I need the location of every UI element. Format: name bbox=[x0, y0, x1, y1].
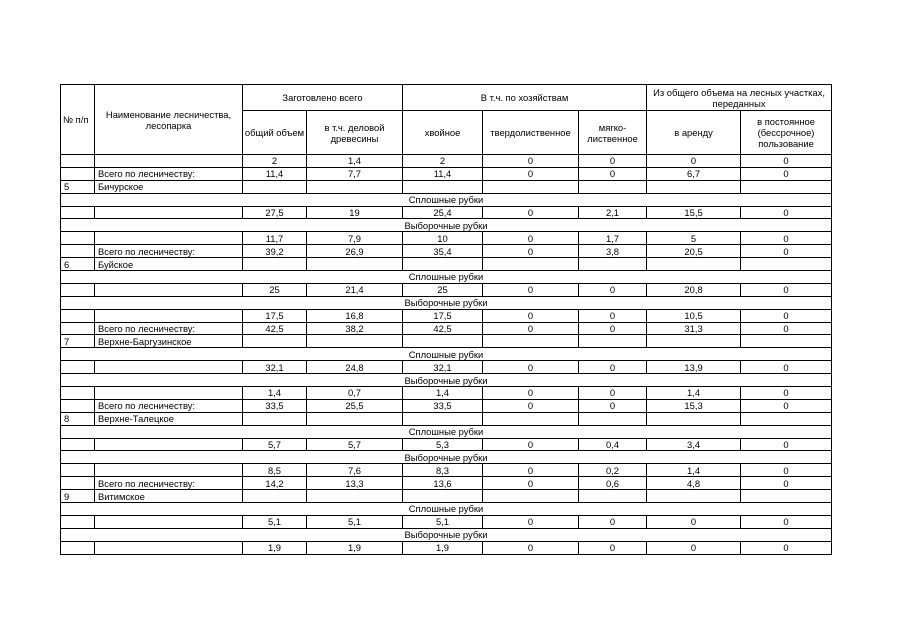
coniferous-cell: 10 bbox=[403, 232, 483, 245]
business-wood-cell: 38,2 bbox=[307, 322, 403, 335]
header-lease: в аренду bbox=[647, 111, 741, 155]
row-label bbox=[95, 438, 243, 451]
empty-cell bbox=[403, 180, 483, 193]
forestry-row bbox=[61, 490, 832, 503]
empty-cell bbox=[741, 258, 832, 271]
forestry-row bbox=[61, 258, 832, 271]
empty-cell bbox=[741, 180, 832, 193]
header-business-wood: в т.ч. деловой древесины bbox=[307, 111, 403, 155]
empty-cell bbox=[307, 335, 403, 348]
empty-cell bbox=[647, 490, 741, 503]
permanent-cell: 0 bbox=[741, 309, 832, 322]
table-row bbox=[61, 245, 832, 258]
total-volume-cell: 1,4 bbox=[243, 387, 307, 400]
coniferous-cell: 5,3 bbox=[403, 438, 483, 451]
lease-cell: 10,5 bbox=[647, 309, 741, 322]
row-num bbox=[61, 515, 95, 528]
total-volume-cell: 5,1 bbox=[243, 515, 307, 528]
hardwood-cell: 0 bbox=[483, 477, 579, 490]
empty-cell bbox=[403, 412, 483, 425]
table-row bbox=[61, 438, 832, 451]
hardwood-cell: 0 bbox=[483, 206, 579, 219]
header-softwood: мягко-лиственное bbox=[579, 111, 647, 155]
hardwood-cell: 0 bbox=[483, 232, 579, 245]
permanent-cell: 0 bbox=[741, 232, 832, 245]
coniferous-cell: 35,4 bbox=[403, 245, 483, 258]
row-num bbox=[61, 387, 95, 400]
total-volume-cell: 39,2 bbox=[243, 245, 307, 258]
table-row bbox=[61, 399, 832, 412]
row-label: Всего по лесничеству: bbox=[95, 167, 243, 180]
header-permanent: в постоянное (бессрочное) пользование bbox=[741, 111, 832, 155]
forestry-name: Бичурское bbox=[95, 180, 243, 193]
hardwood-cell: 0 bbox=[483, 438, 579, 451]
empty-cell bbox=[741, 490, 832, 503]
coniferous-cell: 1,9 bbox=[403, 541, 483, 554]
section-row bbox=[61, 374, 832, 387]
empty-cell bbox=[243, 490, 307, 503]
empty-cell bbox=[579, 335, 647, 348]
section-row bbox=[61, 528, 832, 541]
empty-cell bbox=[243, 258, 307, 271]
softwood-cell: 0 bbox=[579, 399, 647, 412]
coniferous-cell: 5,1 bbox=[403, 515, 483, 528]
table-body bbox=[61, 155, 832, 555]
total-volume-cell: 1,9 bbox=[243, 541, 307, 554]
lease-cell: 13,9 bbox=[647, 361, 741, 374]
business-wood-cell: 5,1 bbox=[307, 515, 403, 528]
empty-cell bbox=[243, 412, 307, 425]
forestry-name: Буйское bbox=[95, 258, 243, 271]
section-label: Выборочные рубки bbox=[61, 296, 832, 309]
forestry-name: Витимское bbox=[95, 490, 243, 503]
row-label bbox=[95, 541, 243, 554]
business-wood-cell: 1,4 bbox=[307, 155, 403, 168]
table-row bbox=[61, 155, 832, 168]
softwood-cell: 3,8 bbox=[579, 245, 647, 258]
softwood-cell: 1,7 bbox=[579, 232, 647, 245]
header-total-volume: общий объем bbox=[243, 111, 307, 155]
forestry-name: Верхне-Талецкое bbox=[95, 412, 243, 425]
softwood-cell: 0 bbox=[579, 167, 647, 180]
hardwood-cell: 0 bbox=[483, 541, 579, 554]
empty-cell bbox=[483, 335, 579, 348]
business-wood-cell: 21,4 bbox=[307, 283, 403, 296]
row-num bbox=[61, 541, 95, 554]
empty-cell bbox=[483, 258, 579, 271]
empty-cell bbox=[741, 412, 832, 425]
softwood-cell: 0 bbox=[579, 155, 647, 168]
permanent-cell: 0 bbox=[741, 464, 832, 477]
header-by-farms: В т.ч. по хозяйствам bbox=[403, 85, 647, 111]
section-row bbox=[61, 271, 832, 284]
business-wood-cell: 7,9 bbox=[307, 232, 403, 245]
table-row bbox=[61, 541, 832, 554]
table-row bbox=[61, 232, 832, 245]
row-label bbox=[95, 464, 243, 477]
row-label: Всего по лесничеству: bbox=[95, 399, 243, 412]
forestry-name: Верхне-Баргузинское bbox=[95, 335, 243, 348]
hardwood-cell: 0 bbox=[483, 283, 579, 296]
table-row bbox=[61, 464, 832, 477]
row-num bbox=[61, 283, 95, 296]
empty-cell bbox=[403, 258, 483, 271]
permanent-cell: 0 bbox=[741, 206, 832, 219]
softwood-cell: 0 bbox=[579, 283, 647, 296]
business-wood-cell: 13,3 bbox=[307, 477, 403, 490]
permanent-cell: 0 bbox=[741, 361, 832, 374]
header-name: Наименование лесничества, лесопарка bbox=[95, 85, 243, 155]
header-hardwood: твердолиственное bbox=[483, 111, 579, 155]
section-row bbox=[61, 193, 832, 206]
forestry-number: 7 bbox=[61, 335, 95, 348]
empty-cell bbox=[579, 490, 647, 503]
permanent-cell: 0 bbox=[741, 245, 832, 258]
row-label bbox=[95, 361, 243, 374]
hardwood-cell: 0 bbox=[483, 515, 579, 528]
row-num bbox=[61, 309, 95, 322]
business-wood-cell: 24,8 bbox=[307, 361, 403, 374]
business-wood-cell: 19 bbox=[307, 206, 403, 219]
row-num bbox=[61, 232, 95, 245]
empty-cell bbox=[307, 490, 403, 503]
lease-cell: 0 bbox=[647, 155, 741, 168]
hardwood-cell: 0 bbox=[483, 155, 579, 168]
permanent-cell: 0 bbox=[741, 155, 832, 168]
row-label bbox=[95, 232, 243, 245]
forestry-row bbox=[61, 335, 832, 348]
business-wood-cell: 26,9 bbox=[307, 245, 403, 258]
header-transferred: Из общего объема на лесных участках, переданных bbox=[647, 85, 832, 111]
hardwood-cell: 0 bbox=[483, 399, 579, 412]
row-label bbox=[95, 206, 243, 219]
softwood-cell: 0 bbox=[579, 361, 647, 374]
section-label: Сплошные рубки bbox=[61, 193, 832, 206]
hardwood-cell: 0 bbox=[483, 322, 579, 335]
forestry-number: 8 bbox=[61, 412, 95, 425]
permanent-cell: 0 bbox=[741, 322, 832, 335]
coniferous-cell: 25,4 bbox=[403, 206, 483, 219]
table-row bbox=[61, 515, 832, 528]
lease-cell: 31,3 bbox=[647, 322, 741, 335]
permanent-cell: 0 bbox=[741, 477, 832, 490]
empty-cell bbox=[483, 180, 579, 193]
permanent-cell: 0 bbox=[741, 283, 832, 296]
empty-cell bbox=[647, 180, 741, 193]
table-row bbox=[61, 322, 832, 335]
empty-cell bbox=[647, 335, 741, 348]
section-label: Выборочные рубки bbox=[61, 219, 832, 232]
table-row bbox=[61, 309, 832, 322]
business-wood-cell: 7,6 bbox=[307, 464, 403, 477]
section-label: Сплошные рубки bbox=[61, 348, 832, 361]
section-label: Сплошные рубки bbox=[61, 503, 832, 516]
business-wood-cell: 5,7 bbox=[307, 438, 403, 451]
total-volume-cell: 27,5 bbox=[243, 206, 307, 219]
softwood-cell: 0,4 bbox=[579, 438, 647, 451]
hardwood-cell: 0 bbox=[483, 167, 579, 180]
table-row bbox=[61, 477, 832, 490]
business-wood-cell: 25,5 bbox=[307, 399, 403, 412]
section-label: Выборочные рубки bbox=[61, 374, 832, 387]
table-row bbox=[61, 206, 832, 219]
table-row bbox=[61, 387, 832, 400]
section-label: Сплошные рубки bbox=[61, 425, 832, 438]
lease-cell: 6,7 bbox=[647, 167, 741, 180]
empty-cell bbox=[307, 180, 403, 193]
header-coniferous: хвойное bbox=[403, 111, 483, 155]
coniferous-cell: 13,6 bbox=[403, 477, 483, 490]
lease-cell: 15,5 bbox=[647, 206, 741, 219]
lease-cell: 1,4 bbox=[647, 387, 741, 400]
business-wood-cell: 16,8 bbox=[307, 309, 403, 322]
lease-cell: 15,3 bbox=[647, 399, 741, 412]
total-volume-cell: 25 bbox=[243, 283, 307, 296]
hardwood-cell: 0 bbox=[483, 309, 579, 322]
row-num bbox=[61, 322, 95, 335]
forestry-row bbox=[61, 412, 832, 425]
empty-cell bbox=[741, 335, 832, 348]
lease-cell: 3,4 bbox=[647, 438, 741, 451]
softwood-cell: 0,6 bbox=[579, 477, 647, 490]
empty-cell bbox=[647, 412, 741, 425]
softwood-cell: 0 bbox=[579, 515, 647, 528]
empty-cell bbox=[483, 490, 579, 503]
hardwood-cell: 0 bbox=[483, 387, 579, 400]
table-row bbox=[61, 167, 832, 180]
total-volume-cell: 2 bbox=[243, 155, 307, 168]
section-row bbox=[61, 219, 832, 232]
lease-cell: 20,8 bbox=[647, 283, 741, 296]
coniferous-cell: 1,4 bbox=[403, 387, 483, 400]
row-num bbox=[61, 155, 95, 168]
coniferous-cell: 32,1 bbox=[403, 361, 483, 374]
empty-cell bbox=[243, 180, 307, 193]
softwood-cell: 0 bbox=[579, 387, 647, 400]
forestry-number: 9 bbox=[61, 490, 95, 503]
row-num bbox=[61, 477, 95, 490]
row-num bbox=[61, 399, 95, 412]
permanent-cell: 0 bbox=[741, 438, 832, 451]
total-volume-cell: 33,5 bbox=[243, 399, 307, 412]
row-num bbox=[61, 167, 95, 180]
permanent-cell: 0 bbox=[741, 515, 832, 528]
header-num: № п/п bbox=[61, 85, 95, 155]
section-row bbox=[61, 425, 832, 438]
lease-cell: 4,8 bbox=[647, 477, 741, 490]
permanent-cell: 0 bbox=[741, 167, 832, 180]
lease-cell: 1,4 bbox=[647, 464, 741, 477]
forestry-number: 5 bbox=[61, 180, 95, 193]
section-label: Выборочные рубки bbox=[61, 528, 832, 541]
empty-cell bbox=[647, 258, 741, 271]
total-volume-cell: 11,7 bbox=[243, 232, 307, 245]
coniferous-cell: 8,3 bbox=[403, 464, 483, 477]
total-volume-cell: 11,4 bbox=[243, 167, 307, 180]
forestry-number: 6 bbox=[61, 258, 95, 271]
business-wood-cell: 1,9 bbox=[307, 541, 403, 554]
lease-cell: 20,5 bbox=[647, 245, 741, 258]
row-num bbox=[61, 361, 95, 374]
permanent-cell: 0 bbox=[741, 541, 832, 554]
section-label: Сплошные рубки bbox=[61, 271, 832, 284]
forestry-harvest-table bbox=[60, 84, 832, 555]
permanent-cell: 0 bbox=[741, 387, 832, 400]
softwood-cell: 0 bbox=[579, 541, 647, 554]
coniferous-cell: 33,5 bbox=[403, 399, 483, 412]
section-row bbox=[61, 503, 832, 516]
total-volume-cell: 14,2 bbox=[243, 477, 307, 490]
row-label bbox=[95, 309, 243, 322]
row-num bbox=[61, 245, 95, 258]
empty-cell bbox=[403, 490, 483, 503]
empty-cell bbox=[307, 258, 403, 271]
row-label bbox=[95, 155, 243, 168]
section-row bbox=[61, 451, 832, 464]
row-label: Всего по лесничеству: bbox=[95, 245, 243, 258]
coniferous-cell: 25 bbox=[403, 283, 483, 296]
forestry-row bbox=[61, 180, 832, 193]
table-row bbox=[61, 283, 832, 296]
empty-cell bbox=[243, 335, 307, 348]
row-label: Всего по лесничеству: bbox=[95, 477, 243, 490]
hardwood-cell: 0 bbox=[483, 245, 579, 258]
empty-cell bbox=[403, 335, 483, 348]
row-label bbox=[95, 283, 243, 296]
table-row bbox=[61, 361, 832, 374]
section-label: Выборочные рубки bbox=[61, 451, 832, 464]
business-wood-cell: 7,7 bbox=[307, 167, 403, 180]
coniferous-cell: 2 bbox=[403, 155, 483, 168]
row-label bbox=[95, 515, 243, 528]
section-row bbox=[61, 296, 832, 309]
header-harvested-total: Заготовлено всего bbox=[243, 85, 403, 111]
row-num bbox=[61, 206, 95, 219]
total-volume-cell: 42,5 bbox=[243, 322, 307, 335]
empty-cell bbox=[307, 412, 403, 425]
row-num bbox=[61, 464, 95, 477]
section-row bbox=[61, 348, 832, 361]
softwood-cell: 0,2 bbox=[579, 464, 647, 477]
row-label: Всего по лесничеству: bbox=[95, 322, 243, 335]
permanent-cell: 0 bbox=[741, 399, 832, 412]
empty-cell bbox=[579, 258, 647, 271]
row-label bbox=[95, 387, 243, 400]
coniferous-cell: 17,5 bbox=[403, 309, 483, 322]
total-volume-cell: 5,7 bbox=[243, 438, 307, 451]
hardwood-cell: 0 bbox=[483, 464, 579, 477]
empty-cell bbox=[579, 180, 647, 193]
business-wood-cell: 0,7 bbox=[307, 387, 403, 400]
lease-cell: 5 bbox=[647, 232, 741, 245]
lease-cell: 0 bbox=[647, 515, 741, 528]
softwood-cell: 0 bbox=[579, 322, 647, 335]
row-num bbox=[61, 438, 95, 451]
softwood-cell: 0 bbox=[579, 309, 647, 322]
empty-cell bbox=[483, 412, 579, 425]
softwood-cell: 2,1 bbox=[579, 206, 647, 219]
empty-cell bbox=[579, 412, 647, 425]
total-volume-cell: 17,5 bbox=[243, 309, 307, 322]
lease-cell: 0 bbox=[647, 541, 741, 554]
hardwood-cell: 0 bbox=[483, 361, 579, 374]
total-volume-cell: 8,5 bbox=[243, 464, 307, 477]
total-volume-cell: 32,1 bbox=[243, 361, 307, 374]
coniferous-cell: 11,4 bbox=[403, 167, 483, 180]
coniferous-cell: 42,5 bbox=[403, 322, 483, 335]
